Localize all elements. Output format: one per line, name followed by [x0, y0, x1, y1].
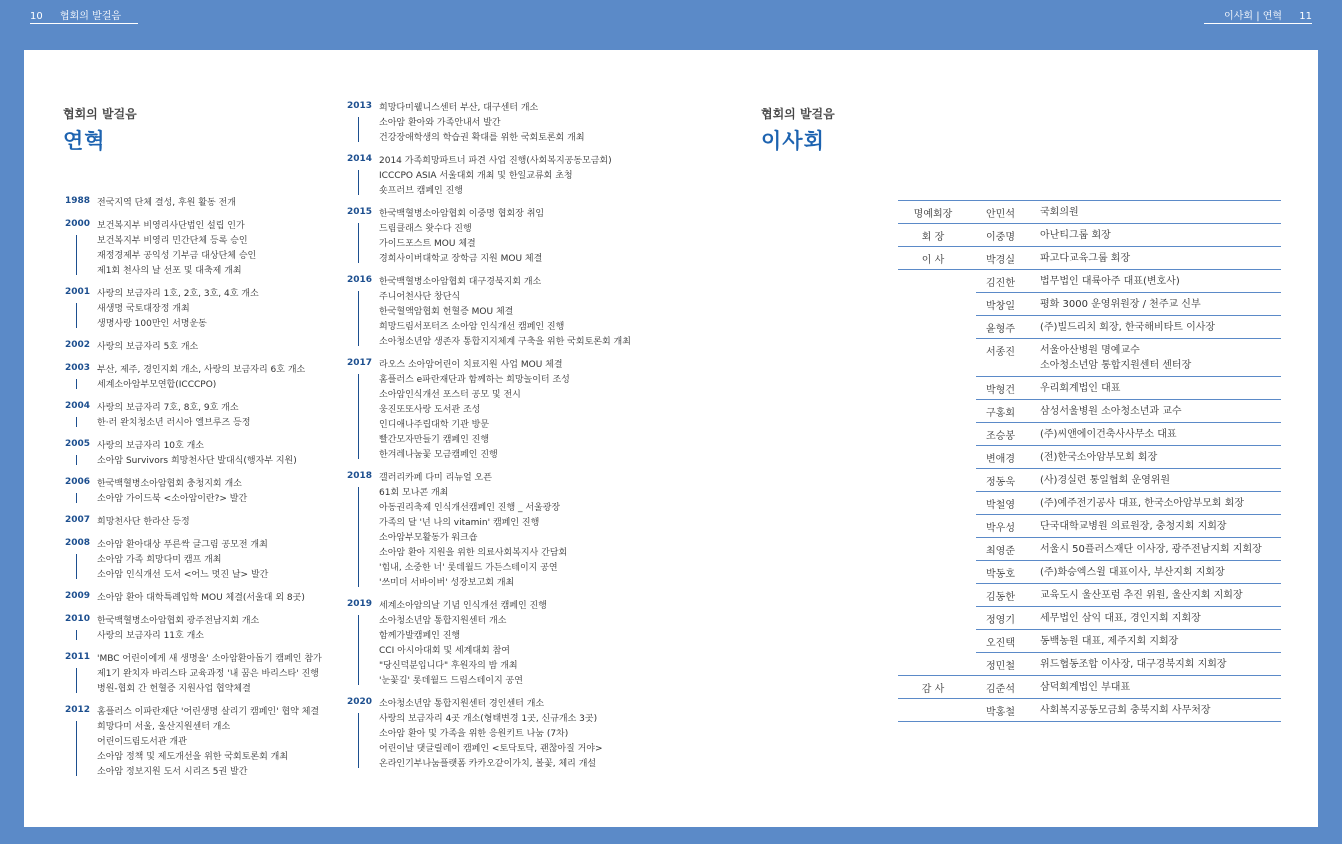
timeline-year-block — [347, 599, 647, 689]
board-member-name: 정영기 — [986, 615, 1015, 626]
timeline-event: 주니어천사단 창단식 — [379, 292, 461, 302]
timeline-year: 2000 — [65, 219, 91, 229]
affiliation-line: 파고다교육그룹 회장 — [1040, 253, 1131, 264]
history-subtitle: 협회의 발걸음 — [63, 107, 137, 121]
timeline-event: 가족의 달 '넌 나의 vitamin' 캠페인 진행 — [379, 518, 540, 528]
board-row — [976, 446, 1281, 469]
timeline-year: 2006 — [65, 477, 91, 487]
board-row — [976, 423, 1281, 446]
board-member-affiliation — [1040, 607, 1281, 629]
timeline-bar — [358, 713, 359, 768]
timeline-year-block — [347, 697, 647, 772]
timeline-event: 보건복지부 비영리사단법인 설립 인가 — [97, 221, 245, 231]
timeline-year: 2014 — [347, 154, 373, 164]
timeline-events — [97, 439, 355, 469]
timeline-year: 2018 — [347, 471, 373, 481]
board-row — [898, 653, 1281, 676]
board-subtitle: 협회의 발걸음 — [761, 107, 835, 121]
timeline-year-block — [65, 219, 355, 279]
right-header-rule — [1204, 23, 1312, 24]
timeline-event: 소아암 Survivors 희망천사단 발대식(행자부 지원) — [97, 456, 297, 466]
timeline-events — [97, 196, 355, 211]
timeline-events — [97, 614, 355, 644]
timeline-bar — [76, 379, 77, 389]
affiliation-line: 평화 3000 운영위원장 / 천주교 신부 — [1040, 299, 1201, 310]
timeline-bar — [358, 615, 359, 685]
board-member-name: 오진택 — [986, 638, 1015, 649]
timeline-event: 소아암 정보지원 도서 시리즈 5권 발간 — [97, 767, 248, 777]
timeline-year-block — [347, 358, 647, 463]
timeline-event: 희망다미 서울, 울산지원센터 개소 — [97, 722, 231, 732]
timeline-events — [97, 538, 355, 583]
timeline-event: 한·러 완치청소년 러시아 엘브루즈 등정 — [97, 418, 251, 428]
timeline-bar — [76, 455, 77, 465]
timeline-event: 아동권리축제 인식개선캠페인 진행 _ 서울광장 — [379, 503, 561, 513]
board-row — [976, 316, 1281, 339]
affiliation-line: 사회복지공동모금회 충북지회 사무처장 — [1040, 705, 1211, 716]
timeline-events — [97, 340, 355, 355]
timeline-event: 61회 모나콘 개최 — [379, 488, 449, 498]
board-member-name: 안민석 — [986, 209, 1015, 220]
board-member-affiliation — [1040, 469, 1281, 491]
board-member-affiliation — [1040, 247, 1281, 269]
affiliation-line: 법무법인 대륙아주 대표(변호사) — [1040, 276, 1180, 287]
timeline-event: 사랑의 보금자리 11호 개소 — [97, 631, 204, 641]
board-row — [898, 200, 1281, 224]
timeline-bar — [358, 223, 359, 263]
board-row — [976, 293, 1281, 316]
timeline-event: 함께가발캠페인 진행 — [379, 631, 461, 641]
timeline-column-1 — [65, 196, 355, 788]
board-member-name: 구홍회 — [986, 408, 1015, 419]
board-member-name: 박형건 — [986, 385, 1015, 396]
timeline-year: 2011 — [65, 652, 91, 662]
timeline-event: 한국백혈병소아암협회 이중명 협회장 취임 — [379, 209, 545, 219]
board-member-name: 박창일 — [986, 301, 1015, 312]
timeline-event: 소아암 환아와 가족안내서 발간 — [379, 118, 501, 128]
board-row — [976, 515, 1281, 538]
board-table — [898, 200, 1281, 722]
timeline-event: '눈꽃길' 롯데월드 드림스테이지 공연 — [379, 676, 523, 686]
right-page-number: 11 — [1299, 11, 1312, 22]
timeline-event: 한국백혈병소아암협회 대구경북지회 개소 — [379, 277, 542, 287]
timeline-event: 홈플러스 이파란재단 '어린생명 살리기 캠페인' 협약 체결 — [97, 707, 320, 717]
timeline-event: 드림클래스 왓수다 진행 — [379, 224, 472, 234]
timeline-event: '쓰미더 서바이버' 성장보고회 개최 — [379, 578, 515, 588]
timeline-year-block — [65, 538, 355, 583]
timeline-year: 2008 — [65, 538, 91, 548]
timeline-bar — [76, 235, 77, 275]
timeline-bar — [358, 170, 359, 195]
board-member-affiliation — [1040, 653, 1281, 675]
board-row — [898, 699, 1281, 722]
timeline-event: 소아암 인식개선 도서 <어느 멋진 날> 발간 — [97, 570, 269, 580]
timeline-year-block — [347, 154, 647, 199]
board-row — [976, 538, 1281, 561]
board-role: 감 사 — [921, 684, 945, 695]
timeline-year-block — [65, 705, 355, 780]
affiliation-line: 동백농원 대표, 제주지회 지회장 — [1040, 636, 1179, 647]
timeline-event: 소아암 가이드북 <소아암이란?> 발간 — [97, 494, 248, 504]
timeline-event: 숏프러브 캠페인 진행 — [379, 186, 463, 196]
timeline-events — [97, 219, 355, 279]
timeline-event: 갤러리카페 다미 리뉴얼 오픈 — [379, 473, 492, 483]
timeline-events — [379, 358, 647, 463]
timeline-event: 사랑의 보금자리 4곳 개소(형태변경 1곳, 신규개소 3곳) — [379, 714, 598, 724]
timeline-event: '힘내, 소중한 너' 롯데월드 가든스테이지 공연 — [379, 563, 558, 573]
board-member-affiliation — [1040, 423, 1281, 445]
board-member-affiliation — [1040, 201, 1281, 223]
timeline-event: 소아암 가족 희망다미 캠프 개최 — [97, 555, 222, 565]
board-member-affiliation — [1040, 515, 1281, 537]
board-row — [976, 630, 1281, 653]
timeline-year: 2010 — [65, 614, 91, 624]
timeline-event: 어린이드림도서관 개관 — [97, 737, 187, 747]
affiliation-line: 삼덕회계법인 부대표 — [1040, 682, 1131, 693]
affiliation-line: 삼성서울병원 소아청소년과 교수 — [1040, 406, 1182, 417]
left-page-number: 10 — [30, 11, 43, 22]
affiliation-line: 교육도시 울산포럼 추진 위원, 울산지회 지회장 — [1040, 590, 1243, 601]
timeline-events — [97, 477, 355, 507]
timeline-event: 새생명 국토대장정 개최 — [97, 304, 190, 314]
board-member-affiliation — [1040, 676, 1281, 698]
affiliation-line: 위드협동조합 이사장, 대구경북지회 지회장 — [1040, 659, 1227, 670]
timeline-bar — [76, 721, 77, 776]
timeline-year: 2001 — [65, 287, 91, 297]
timeline-event: 소아청소년암 통합지원센터 개소 — [379, 616, 507, 626]
timeline-year: 2003 — [65, 363, 91, 373]
timeline-events — [379, 471, 647, 591]
timeline-event: 소아암인식개선 포스터 공모 및 전시 — [379, 390, 521, 400]
timeline-event: 보건복지부 비영리 민간단체 등록 승인 — [97, 236, 248, 246]
timeline-year: 2019 — [347, 599, 373, 609]
timeline-event: 한국백혈병소아암협회 충청지회 개소 — [97, 479, 242, 489]
timeline-year: 2012 — [65, 705, 91, 715]
timeline-bar — [358, 117, 359, 142]
timeline-year-block — [65, 340, 355, 355]
affiliation-line: 국회의원 — [1040, 207, 1079, 218]
timeline-year-block — [65, 614, 355, 644]
timeline-bar — [76, 493, 77, 503]
timeline-event: 제1기 완치자 바리스타 교육과정 '내 꿈은 바리스타' 진행 — [97, 669, 319, 679]
timeline-event: 라오스 소아암어린이 치료지원 사업 MOU 체결 — [379, 360, 563, 370]
timeline-events — [379, 154, 647, 199]
right-page-header — [1224, 7, 1312, 22]
timeline-event: CCI 아시아대회 및 세계대회 참여 — [379, 646, 510, 656]
timeline-event: 'MBC 어린이에게 새 생명을' 소아암환아돕기 캠페인 참가 — [97, 654, 322, 664]
affiliation-line: 세무법인 삼익 대표, 경인지회 지회장 — [1040, 613, 1201, 624]
timeline-year: 1988 — [65, 196, 91, 206]
timeline-event: 소아암 환아 대학특례입학 MOU 체결(서울대 외 8곳) — [97, 593, 305, 603]
timeline-event: 웅진또또사랑 도서관 조성 — [379, 405, 481, 415]
affiliation-line: (전)한국소아암부모회 회장 — [1040, 452, 1158, 463]
timeline-event: 소아청소년암 생존자 통합지지체계 구축을 위한 국회토론회 개최 — [379, 337, 631, 347]
board-member-affiliation — [1040, 224, 1281, 246]
timeline-event: 소아청소년암 통합지원센터 경인센터 개소 — [379, 699, 545, 709]
timeline-event: ICCCPO ASIA 서울대회 개최 및 한일교류회 초청 — [379, 171, 573, 181]
board-member-affiliation — [1040, 293, 1281, 315]
timeline-year: 2016 — [347, 275, 373, 285]
timeline-bar — [358, 291, 359, 346]
affiliation-line: (주)씨앤에이건축사사무소 대표 — [1040, 429, 1177, 440]
board-row — [976, 607, 1281, 630]
timeline-bar — [76, 630, 77, 640]
timeline-bar — [76, 417, 77, 427]
timeline-bar — [76, 554, 77, 579]
affiliation-line: (주)예주전기공사 대표, 한국소아암부모회 회장 — [1040, 498, 1245, 509]
timeline-event: 소아암부모활동가 워크숍 — [379, 533, 478, 543]
timeline-events — [379, 101, 647, 146]
board-member-affiliation — [1040, 446, 1281, 468]
timeline-event: 재정경제부 공익성 기부금 대상단체 승인 — [97, 251, 257, 261]
board-member-affiliation — [1040, 377, 1281, 399]
board-member-name: 박철영 — [986, 500, 1015, 511]
timeline-year-block — [65, 196, 355, 211]
board-title: 이사회 — [761, 129, 825, 153]
timeline-event: 세계소아암부모연합(ICCCPO) — [97, 380, 217, 390]
timeline-event: 온라인기부나눔플랫폼 카카오같이가치, 볼꽃, 체리 개설 — [379, 759, 597, 769]
timeline-year-block — [65, 515, 355, 530]
left-page-header — [30, 7, 121, 22]
right-running-title: 이사회 | 연혁 — [1224, 11, 1283, 22]
board-row — [976, 584, 1281, 607]
timeline-year: 2020 — [347, 697, 373, 707]
board-role: 명예회장 — [913, 209, 953, 220]
board-row — [976, 400, 1281, 423]
timeline-event: 어린이날 댓글릴레이 캠페인 <토닥토닥, 괜찮아질 거야> — [379, 744, 603, 754]
board-row — [898, 247, 1281, 270]
timeline-event: 희망다미웰니스센터 부산, 대구센터 개소 — [379, 103, 539, 113]
board-row — [898, 676, 1281, 699]
timeline-year: 2007 — [65, 515, 91, 525]
timeline-bar — [76, 303, 77, 328]
board-row — [976, 469, 1281, 492]
board-member-name: 정민철 — [986, 661, 1015, 672]
board-member-name: 정동욱 — [986, 477, 1015, 488]
board-member-name: 박우성 — [986, 523, 1015, 534]
board-row — [976, 377, 1281, 400]
timeline-event: 인디애나주립대학 기관 방문 — [379, 420, 490, 430]
affiliation-line: 소아청소년암 통합지원센터 센터장 — [1040, 360, 1192, 371]
board-member-name: 김준석 — [986, 684, 1015, 695]
board-member-affiliation — [1040, 316, 1281, 338]
board-row — [976, 561, 1281, 584]
timeline-bar — [76, 668, 77, 693]
board-member-name: 김동한 — [986, 592, 1015, 603]
timeline-event: 소아암 정책 및 제도개선을 위한 국회토론회 개최 — [97, 752, 289, 762]
timeline-event: 병원-협회 간 헌혈증 지원사업 협약체결 — [97, 684, 251, 694]
timeline-event: 한겨레나눔꽃 모금캠페인 진행 — [379, 450, 498, 460]
timeline-event: 빨간모자만들기 캠페인 진행 — [379, 435, 490, 445]
timeline-year-block — [65, 591, 355, 606]
timeline-year: 2015 — [347, 207, 373, 217]
affiliation-line: (주)화승엑스윌 대표이사, 부산지회 지회장 — [1040, 567, 1225, 578]
timeline-bar — [358, 487, 359, 587]
affiliation-line: 우리회계법인 대표 — [1040, 383, 1121, 394]
timeline-year: 2013 — [347, 101, 373, 111]
affiliation-line: 아난티그룹 회장 — [1040, 230, 1111, 241]
board-member-affiliation — [1040, 492, 1281, 514]
timeline-event: 가이드포스트 MOU 체결 — [379, 239, 476, 249]
timeline-event: 생명사랑 100만인 서명운동 — [97, 319, 207, 329]
timeline-event: 2014 가족희망파트너 파견 사업 진행(사회복지공동모금회) — [379, 156, 612, 166]
timeline-year-block — [347, 207, 647, 267]
timeline-event: 소아암 환아 및 가족을 위한 응원키트 나눔 (7차) — [379, 729, 569, 739]
top-bar — [0, 0, 1342, 26]
timeline-year-block — [65, 363, 355, 393]
timeline-event: 세계소아암의날 기념 인식개선 캠페인 진행 — [379, 601, 547, 611]
timeline-year: 2002 — [65, 340, 91, 350]
timeline-event: 제1회 천사의 날 선포 및 대축제 개최 — [97, 266, 242, 276]
board-member-name: 서종진 — [986, 347, 1015, 358]
timeline-event: 한국혈액암협회 헌혈증 MOU 체결 — [379, 307, 514, 317]
timeline-event: 희망천사단 한라산 등정 — [97, 517, 190, 527]
timeline-event: 건강장애학생의 학습권 확대를 위한 국회토론회 개최 — [379, 133, 585, 143]
board-member-name: 박동호 — [986, 569, 1015, 580]
timeline-event: 사랑의 보금자리 5호 개소 — [97, 342, 199, 352]
board-member-affiliation — [1040, 630, 1281, 652]
board-member-name: 이중명 — [986, 232, 1015, 243]
affiliation-line: 서울아산병원 명예교수 — [1040, 345, 1140, 356]
timeline-year: 2017 — [347, 358, 373, 368]
timeline-year-block — [65, 401, 355, 431]
board-member-affiliation — [1040, 270, 1281, 292]
timeline-event: 희망드림서포터즈 소아암 인식개선 캠페인 진행 — [379, 322, 565, 332]
affiliation-line: 서울시 50플러스재단 이사장, 광주전남지회 지회장 — [1040, 544, 1262, 555]
timeline-events — [379, 207, 647, 267]
timeline-event: 소아암 환아대상 푸른싹 글그림 공모전 개최 — [97, 540, 268, 550]
timeline-event: 경희사이버대학교 장학금 지원 MOU 체결 — [379, 254, 543, 264]
board-member-name: 조승봉 — [986, 431, 1015, 442]
timeline-event: 사랑의 보금자리 7호, 8호, 9호 개소 — [97, 403, 239, 413]
board-member-affiliation — [1040, 584, 1281, 606]
board-member-affiliation — [1040, 699, 1281, 721]
affiliation-line: (사)경실련 통일협회 운영위원 — [1040, 475, 1171, 486]
board-member-name: 박홍철 — [986, 707, 1015, 718]
timeline-year-block — [347, 471, 647, 591]
timeline-events — [97, 652, 355, 697]
board-member-affiliation — [1040, 538, 1281, 560]
timeline-year-block — [347, 275, 647, 350]
timeline-events — [97, 401, 355, 431]
board-member-affiliation — [1040, 561, 1281, 583]
timeline-events — [97, 287, 355, 332]
affiliation-line: (주)빌드리치 회장, 한국해비타트 이사장 — [1040, 322, 1216, 333]
timeline-event: 사랑의 보금자리 1호, 2호, 3호, 4호 개소 — [97, 289, 259, 299]
timeline-year-block — [347, 101, 647, 146]
board-member-name: 최영준 — [986, 546, 1015, 557]
board-role: 회 장 — [921, 232, 945, 243]
board-row — [976, 270, 1281, 293]
board-member-name: 변애경 — [986, 454, 1015, 465]
board-row — [976, 492, 1281, 515]
board-row — [976, 339, 1281, 377]
board-member-name: 윤형주 — [986, 324, 1015, 335]
board-member-name: 김진한 — [986, 278, 1015, 289]
timeline-year: 2005 — [65, 439, 91, 449]
timeline-event: 한국백혈병소아암협회 광주전남지회 개소 — [97, 616, 260, 626]
timeline-events — [97, 363, 355, 393]
timeline-year-block — [65, 652, 355, 697]
timeline-year-block — [65, 477, 355, 507]
timeline-column-2 — [347, 101, 647, 780]
timeline-events — [379, 599, 647, 689]
left-running-title: 협회의 발걸음 — [59, 11, 122, 22]
history-title: 연혁 — [63, 129, 106, 153]
timeline-year: 2004 — [65, 401, 91, 411]
timeline-events — [97, 705, 355, 780]
timeline-year-block — [65, 439, 355, 469]
timeline-event: 부산, 제주, 경인지회 개소, 사랑의 보금자리 6호 개소 — [97, 365, 306, 375]
timeline-event: 소아암 환아 지원을 위한 의료사회복지사 간담회 — [379, 548, 568, 558]
timeline-year-block — [65, 287, 355, 332]
timeline-event: "당신덕분입니다" 후원자의 밤 개최 — [379, 661, 518, 671]
timeline-bar — [358, 374, 359, 459]
board-row — [898, 224, 1281, 247]
timeline-event: 사랑의 보금자리 10호 개소 — [97, 441, 204, 451]
left-header-rule — [30, 23, 138, 24]
timeline-events — [379, 697, 647, 772]
board-role: 이 사 — [921, 255, 945, 266]
timeline-events — [97, 515, 355, 530]
board-member-affiliation — [1040, 339, 1281, 376]
board-member-affiliation — [1040, 400, 1281, 422]
timeline-events — [379, 275, 647, 350]
timeline-event: 홈플러스 e파란재단과 함께하는 희망놀이터 조성 — [379, 375, 570, 385]
timeline-events — [97, 591, 355, 606]
timeline-year: 2009 — [65, 591, 91, 601]
timeline-event: 전국지역 단체 결성, 후원 활동 전개 — [97, 198, 236, 208]
board-member-name: 박경실 — [986, 255, 1015, 266]
affiliation-line: 단국대학교병원 의료원장, 충청지회 지회장 — [1040, 521, 1227, 532]
